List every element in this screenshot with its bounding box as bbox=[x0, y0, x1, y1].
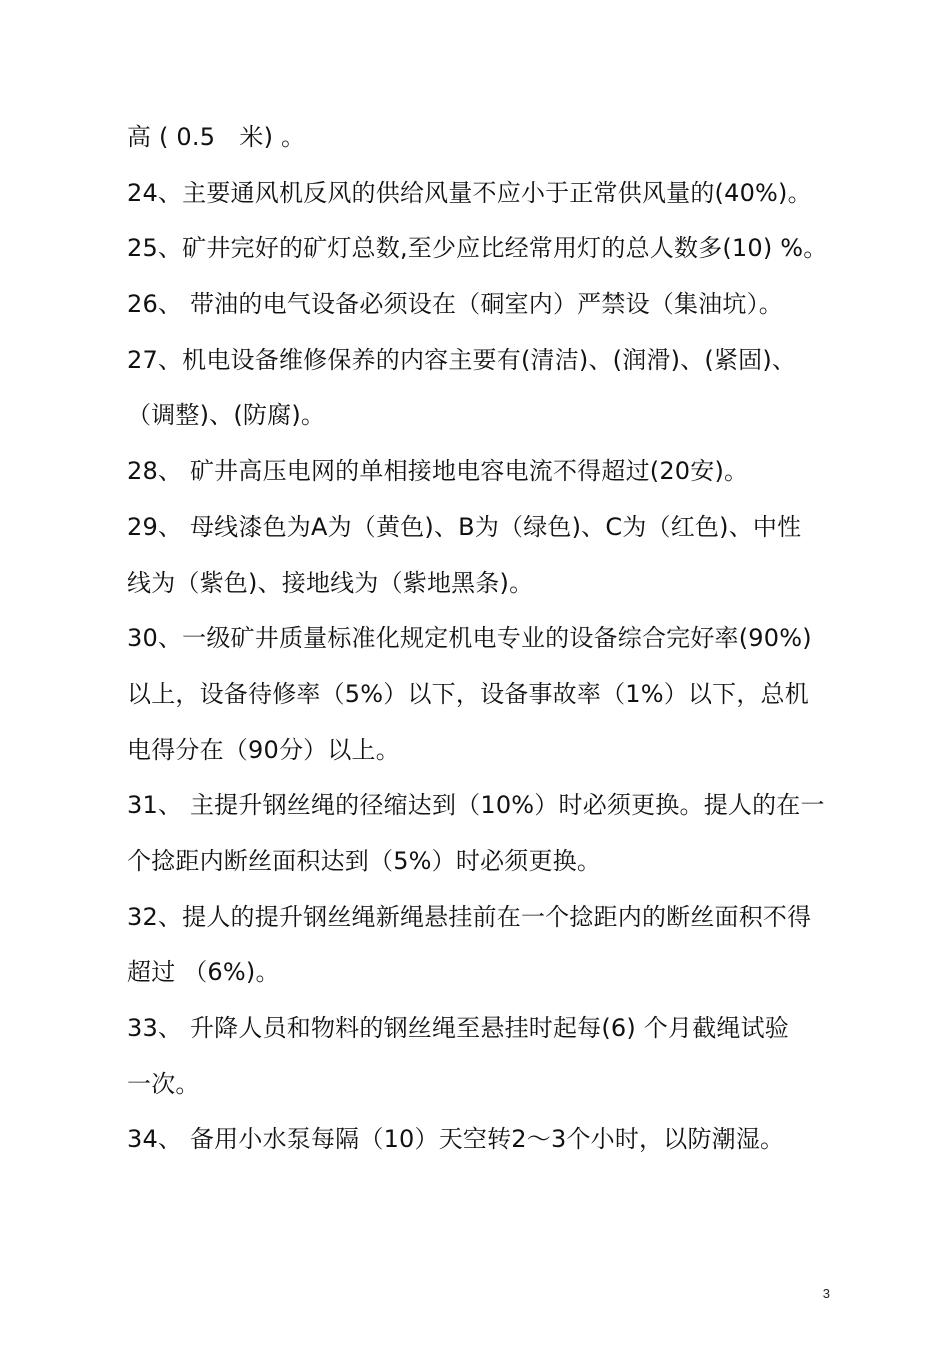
text-line: 一次。 bbox=[127, 1069, 200, 1098]
text-line: 线为（紫色)、接地线为（紫地黑条)。 bbox=[127, 568, 534, 597]
text-line: 个捻距内断丝面积达到（5%）时必须更换。 bbox=[127, 846, 602, 875]
page-number: 3 bbox=[822, 1286, 830, 1301]
text-line: 27、机电设备维修保养的内容主要有(清洁)、(润滑)、(紧固)、 bbox=[127, 345, 797, 374]
text-line: 26、 带油的电气设备必须设在（硐室内）严禁设（集油坑）。 bbox=[127, 290, 783, 319]
text-line: 超过 （6%)。 bbox=[127, 958, 280, 987]
text-line: 32、提人的提升钢丝绳新绳悬挂前在一个捻距内的断丝面积不得 bbox=[127, 902, 812, 931]
text-line: 34、 备用小水泵每隔（10）天空转2～3个小时，以防潮湿。 bbox=[127, 1125, 785, 1154]
text-line: 31、 主提升钢丝绳的径缩达到（10%）时必须更换。提人的在一 bbox=[127, 791, 825, 820]
text-line: 30、一级矿井质量标准化规定机电专业的设备综合完好率(90%) bbox=[127, 624, 812, 653]
text-line: 电得分在（90分）以上。 bbox=[127, 735, 400, 764]
document-body bbox=[127, 116, 867, 1174]
text-line: 33、 升降人员和物料的钢丝绳至悬挂时起每(6) 个月截绳试验 bbox=[127, 1014, 789, 1042]
text-line: 24、主要通风机反风的供给风量不应小于正常供风量的(40%)。 bbox=[127, 178, 812, 207]
text-line: 以上，设备待修率（5%）以下，设备事故率（1%）以下，总机 bbox=[127, 679, 809, 708]
text-line: （调整)、(防腐)。 bbox=[127, 401, 326, 430]
text-line: 28、 矿井高压电网的单相接地电容电流不得超过(20安)。 bbox=[127, 457, 749, 486]
text-line: 高 ( 0.5 米) 。 bbox=[127, 123, 306, 151]
text-line: 29、 母线漆色为A为（黄色)、B为（绿色)、C为（红色)、中性 bbox=[127, 512, 802, 541]
text-line: 25、矿井完好的矿灯总数,至少应比经常用灯的总人数多(10) %。 bbox=[127, 234, 828, 263]
